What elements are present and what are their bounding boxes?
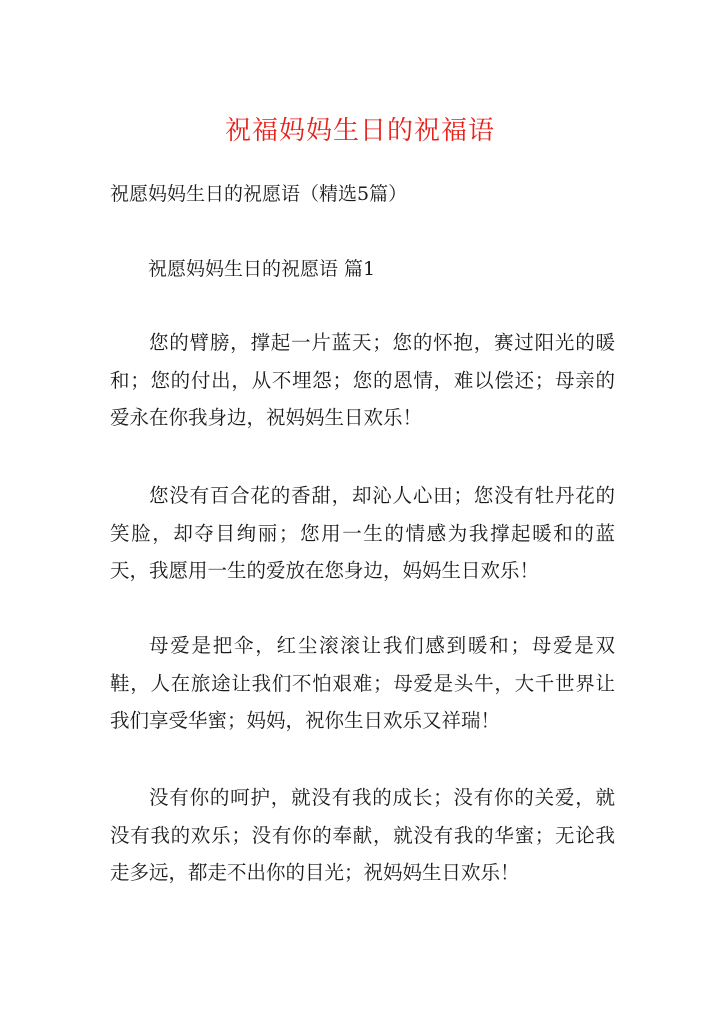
section-heading: 祝愿妈妈生日的祝愿语 篇1 bbox=[148, 258, 376, 280]
paragraph: 您的臂膀，撑起一片蓝天；您的怀抱，赛过阳光的暖和；您的付出，从不埋怨；您的恩情，难以偿还；母亲的爱永在你我身边，祝妈妈生日欢乐！ bbox=[110, 331, 615, 429]
document-subtitle: 祝愿妈妈生日的祝愿语（精选5篇） bbox=[110, 183, 408, 205]
document-title: 祝福妈妈生日的祝福语 bbox=[224, 116, 495, 146]
paragraph: 没有你的呵护，就没有我的成长；没有你的关爱，就没有我的欢乐；没有你的奉献，就没有我的华蜜；无论我走多远，都走不出你的目光；祝妈妈生日欢乐！ bbox=[110, 786, 615, 884]
paragraph: 母爱是把伞，红尘滚滚让我们感到暖和；母爱是双鞋，人在旅途让我们不怕艰难；母爱是头牛，大千世界让我们享受华蜜；妈妈，祝你生日欢乐又祥瑞！ bbox=[110, 634, 615, 732]
paragraph: 您没有百合花的香甜，却沁人心田；您没有牡丹花的笑脸，却夺目绚丽；您用一生的情感为我撑起暖和的蓝天，我愿用一生的爱放在您身边，妈妈生日欢乐！ bbox=[110, 484, 615, 582]
